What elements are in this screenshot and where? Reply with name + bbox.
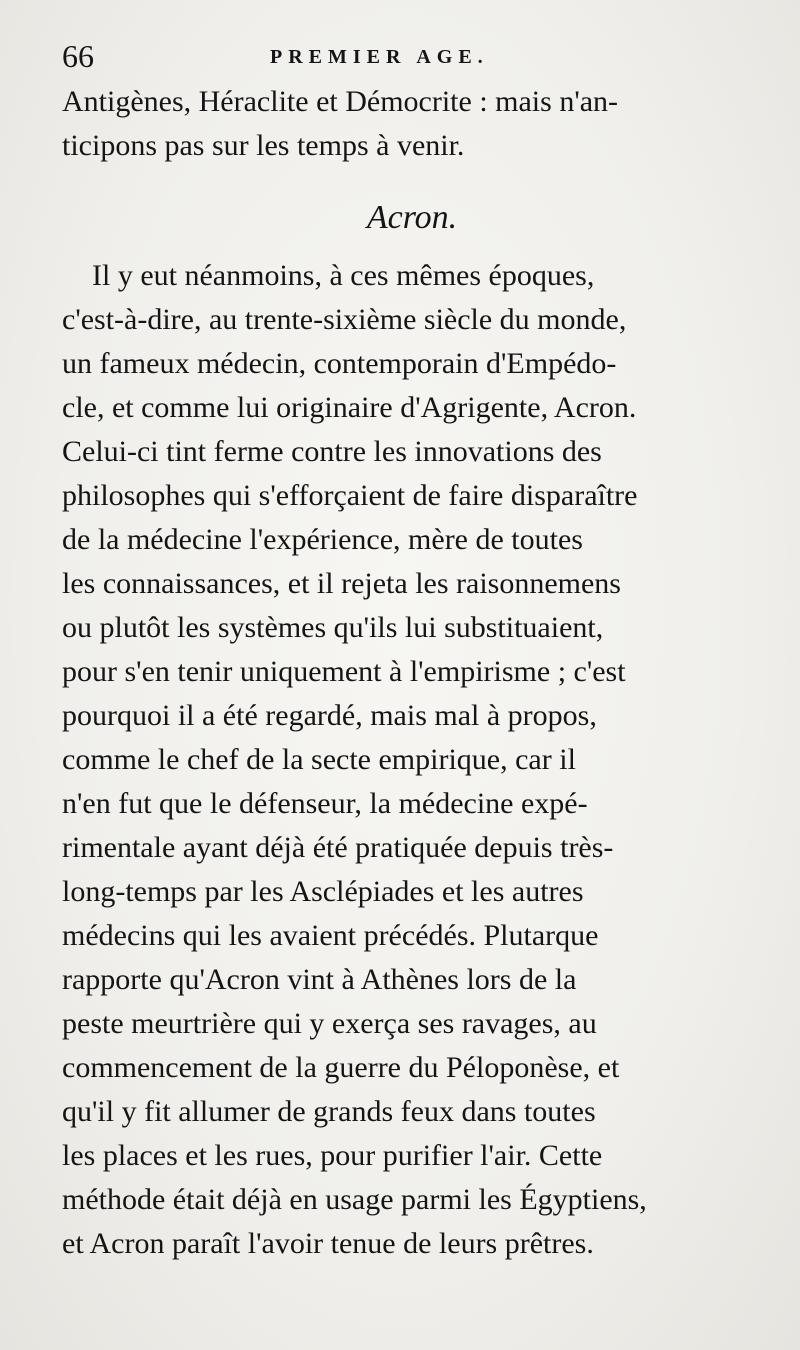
text-line: et Acron paraît l'avoir tenue de leurs prêtres. [62, 1227, 594, 1260]
text-line: rapporte qu'Acron vint à Athènes lors de la [62, 963, 577, 996]
page-header [62, 36, 752, 80]
text-line: peste meurtrière qui y exerça ses ravages, au [62, 1007, 597, 1040]
text-line: long-temps par les Asclépiades et les autres [62, 875, 584, 908]
text-line: Antigènes, Héraclite et Démocrite : mais n'an- [62, 85, 619, 118]
text-line: les places et les rues, pour purifier l'air. Cette [62, 1139, 603, 1172]
text-line: philosophes qui s'efforçaient de faire disparaître [62, 479, 638, 512]
text-line: pour s'en tenir uniquement à l'empirisme ; c'est [62, 655, 626, 688]
page-number: 66 [62, 38, 94, 74]
text-line: médecins qui les avaient précédés. Plutarque [62, 919, 599, 952]
text-line: cle, et comme lui originaire d'Agrigente, Acron. [62, 391, 637, 424]
text-line: commencement de la guerre du Péloponèse, et [62, 1051, 620, 1084]
text-line: qu'il y fit allumer de grands feux dans toutes [62, 1095, 596, 1128]
running-head: PREMIER AGE. [270, 46, 489, 68]
text-line: Celui-ci tint ferme contre les innovations des [62, 435, 602, 468]
text-line: pourquoi il a été regardé, mais mal à propos, [62, 699, 597, 732]
text-line: ticipons pas sur les temps à venir. [62, 129, 465, 162]
page-body [62, 80, 762, 1266]
text-line: c'est-à-dire, au trente-sixième siècle du monde, [62, 303, 627, 336]
text-line: comme le chef de la secte empirique, car il [62, 743, 576, 776]
text-line: méthode était déjà en usage parmi les Égyptiens, [62, 1183, 647, 1216]
text-line: ou plutôt les systèmes qu'ils lui substituaient, [62, 611, 604, 644]
text-line: n'en fut que le défenseur, la médecine expé- [62, 787, 588, 820]
text-line: rimentale ayant déjà été pratiquée depuis très- [62, 831, 614, 864]
text-line: un fameux médecin, contemporain d'Empédo- [62, 347, 617, 380]
text-line: les connaissances, et il rejeta les raisonnemens [62, 567, 621, 600]
text-line: Il y eut néanmoins, à ces mêmes époques, [92, 259, 595, 292]
text-line: de la médecine l'expérience, mère de toutes [62, 523, 583, 556]
section-title: Acron. [366, 199, 458, 236]
